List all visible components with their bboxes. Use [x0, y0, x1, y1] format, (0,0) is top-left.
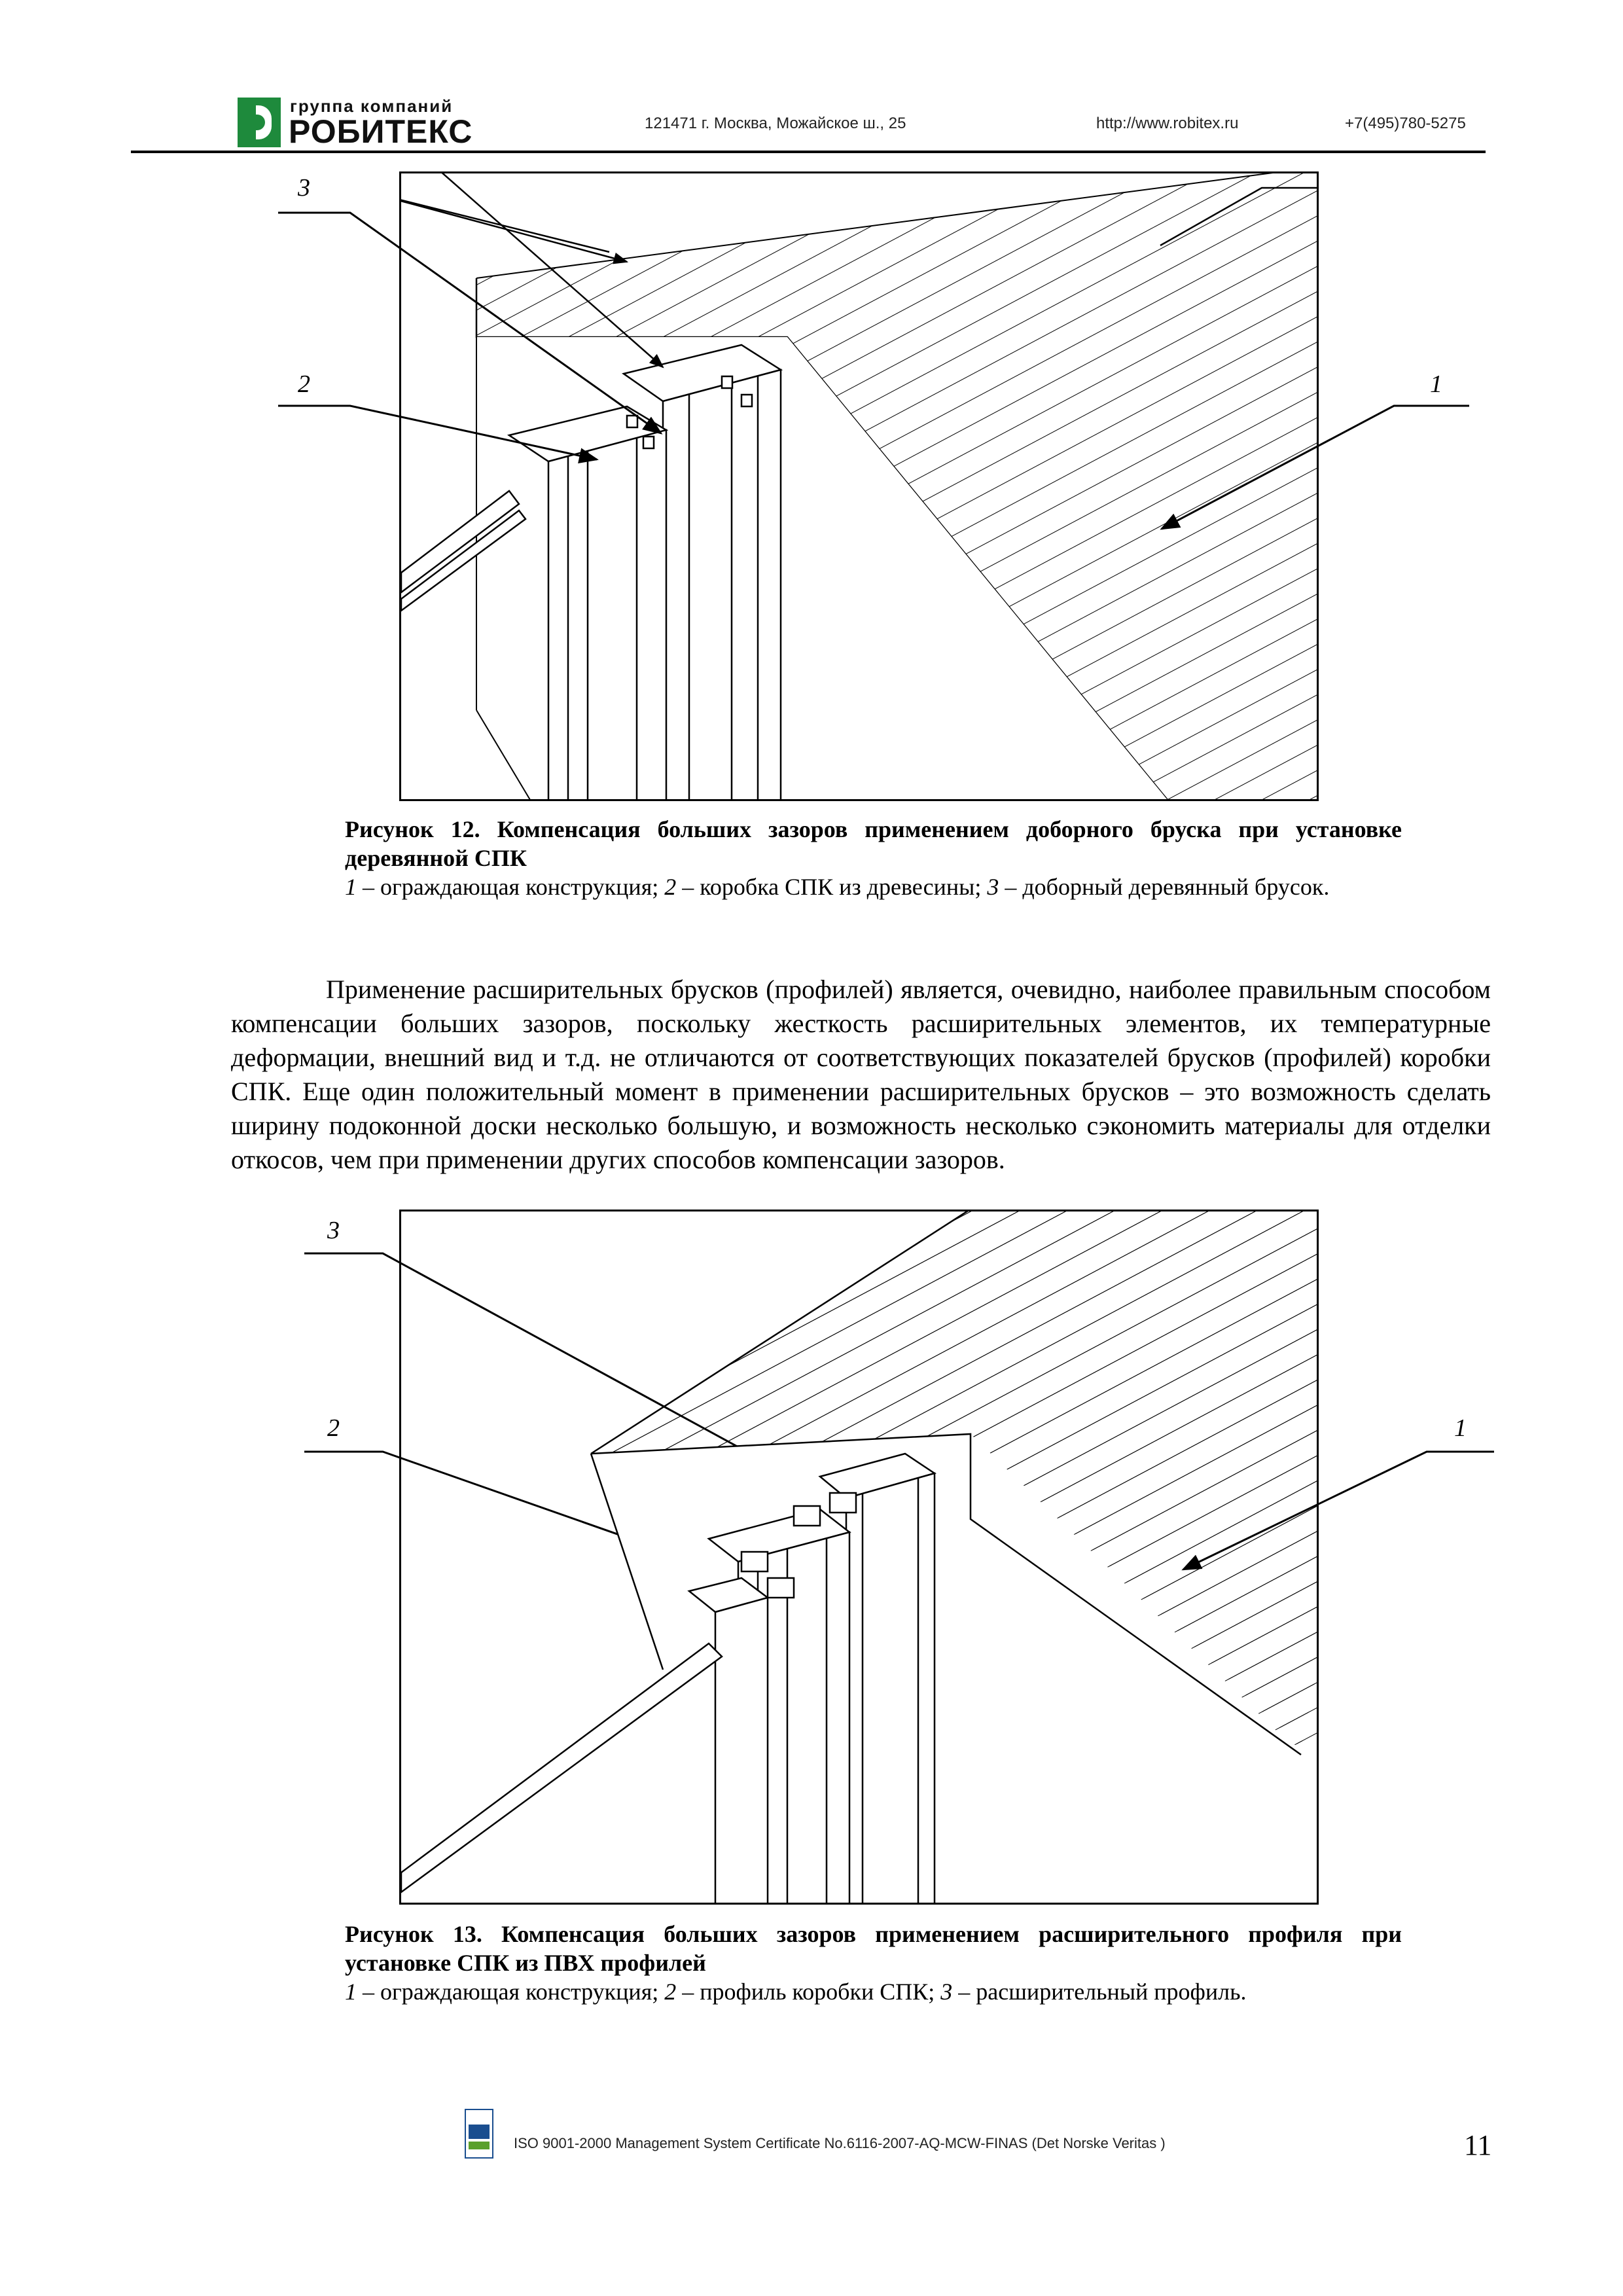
company-logo [238, 96, 473, 149]
figure-12-caption [345, 815, 1402, 901]
fig12-callout-3: 3 [298, 174, 310, 202]
figure-12-caption-title: Рисунок 12. Компенсация больших зазоров применением доборного бруска при установке деревянной СПК [345, 816, 1402, 871]
certificate-text: ISO 9001-2000 Management System Certificate No.6116-2007-AQ-MCW-FINAS (Det Norske Veritas ) [514, 2135, 1166, 2151]
header-address: 121471 г. Москва, Можайское ш., 25 [645, 115, 906, 132]
figure-13-drawing [399, 1210, 1319, 1905]
figure-13-caption [345, 1920, 1402, 2006]
logo-subtitle: группа компаний [290, 96, 454, 116]
fig13-callout-1: 1 [1454, 1414, 1467, 1442]
page-number: 11 [1464, 2129, 1492, 2161]
figure-12-drawing [399, 171, 1319, 801]
certificate-badge-icon [465, 2109, 493, 2159]
figure-12-legend: 1 – ограждающая конструкция; 2 – коробка СПК из древесины; 3 – доборный деревянный брусок. [345, 874, 1330, 900]
fig13-callout-2: 2 [327, 1414, 340, 1442]
logo-name: РОБИТЕКС [289, 113, 473, 150]
logo-mark-icon [238, 98, 281, 147]
fig12-callout-2: 2 [298, 370, 310, 398]
figure-12-illustration [401, 173, 1319, 801]
body-paragraph: Применение расширительных брусков (профилей) является, очевидно, наиболее правильным способом компенсации больших зазоров, поскольку жесткость расширительных элементов, их температурные деформации, внешний вид и т.д. не отличаются от соответствующих показателей брусков (профилей) коробки СПК. Еще один положительный момент в применении расширительных брусков – это возможность сделать ширину подоконной доски несколько большую, и возможность несколько сэкономить материалы для отделки откосов, чем при применении других способов компенсации зазоров. [231, 975, 1491, 1174]
header-website: http://www.robitex.ru [1096, 115, 1239, 132]
header-divider [131, 151, 1486, 153]
figure-13-caption-title: Рисунок 13. Компенсация больших зазоров применением расширительного профиля при установке СПК из ПВХ профилей [345, 1921, 1402, 1976]
figure-13-illustration [401, 1211, 1319, 1905]
figure-13-legend: 1 – ограждающая конструкция; 2 – профиль коробки СПК; 3 – расширительный профиль. [345, 1979, 1247, 2005]
fig13-callout-3: 3 [327, 1217, 340, 1244]
fig12-callout-1: 1 [1430, 370, 1442, 398]
header-phone: +7(495)780-5275 [1345, 115, 1466, 132]
